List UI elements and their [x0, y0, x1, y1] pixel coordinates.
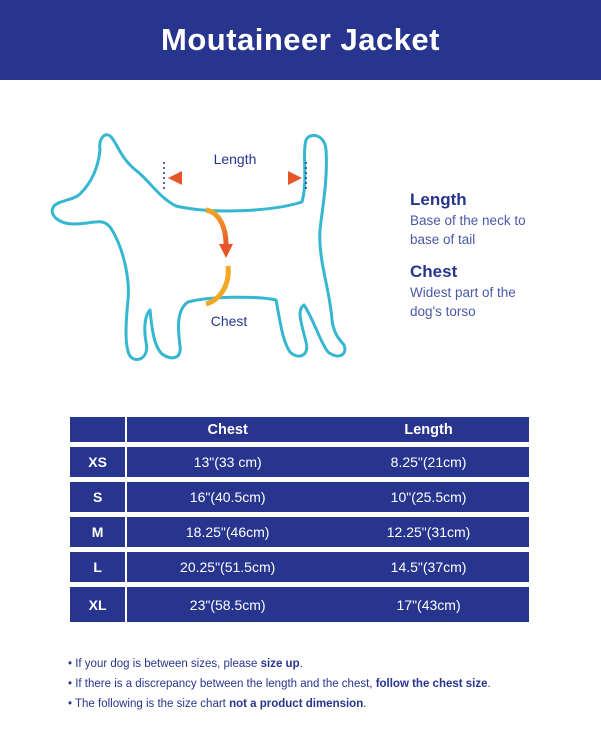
chest-arrow-head	[219, 244, 233, 258]
note-tail: .	[487, 678, 491, 690]
chest-cell: 16"(40.5cm)	[127, 482, 328, 517]
legend-length-title: Length	[410, 190, 467, 209]
chest-cell: 23"(58.5cm)	[127, 587, 328, 622]
length-cell: 14.5"(37cm)	[328, 552, 529, 587]
note-emphasis: size up	[260, 658, 300, 670]
length-cell: 8.25"(21cm)	[328, 447, 529, 482]
header-size	[70, 417, 127, 447]
chest-cell: 20.25"(51.5cm)	[127, 552, 328, 587]
legend-length-desc-1: Base of the neck to	[410, 213, 526, 228]
note-tail: .	[363, 698, 367, 710]
length-arrow-right-head	[288, 171, 302, 185]
table-header-row	[70, 417, 529, 447]
length-arrow-left-head	[168, 171, 182, 185]
header-banner	[0, 0, 601, 80]
table-row	[70, 552, 529, 587]
chest-cell: 18.25"(46cm)	[127, 517, 328, 552]
note-text: • The following is the size chart	[68, 698, 230, 710]
size-chart-table	[70, 417, 529, 622]
header-chest: Chest	[127, 417, 328, 447]
chest-diagram-label: Chest	[210, 313, 248, 329]
note-size-up	[68, 654, 588, 674]
table-row	[70, 447, 529, 482]
size-cell: XL	[70, 587, 127, 622]
sizing-notes	[68, 654, 588, 714]
legend-length-desc-2: base of tail	[410, 232, 476, 247]
table-row	[70, 517, 529, 552]
length-cell: 12.25"(31cm)	[328, 517, 529, 552]
length-diagram-label: Length	[213, 151, 257, 167]
note-tail: .	[299, 658, 303, 670]
length-cell: 10"(25.5cm)	[328, 482, 529, 517]
chest-cell: 13"(33 cm)	[127, 447, 328, 482]
legend-chest-title: Chest	[410, 262, 458, 281]
size-cell: L	[70, 552, 127, 587]
note-chest-priority	[68, 674, 588, 694]
legend-length	[410, 190, 595, 248]
dog-measurement-diagram	[40, 120, 370, 390]
size-cell: M	[70, 517, 127, 552]
measurement-legend	[410, 190, 595, 334]
size-cell: XS	[70, 447, 127, 482]
header-length: Length	[328, 417, 529, 447]
page-title: Moutaineer Jacket	[161, 22, 440, 57]
dog-outline-icon	[52, 135, 345, 360]
legend-chest-desc-1: Widest part of the	[410, 285, 516, 300]
legend-chest	[410, 262, 595, 320]
note-text: • If there is a discrepancy between the length and the chest,	[68, 678, 376, 690]
note-emphasis: not a product dimension	[229, 698, 364, 710]
legend-chest-desc-2: dog's torso	[410, 304, 476, 319]
note-text: • If your dog is between sizes, please	[68, 658, 261, 670]
table-row	[70, 587, 529, 622]
table-row	[70, 482, 529, 517]
note-not-product-dimension	[68, 694, 588, 714]
note-emphasis: follow the chest size	[375, 678, 488, 690]
length-cell: 17"(43cm)	[328, 587, 529, 622]
chest-arrow-upper	[206, 210, 226, 245]
size-cell: S	[70, 482, 127, 517]
